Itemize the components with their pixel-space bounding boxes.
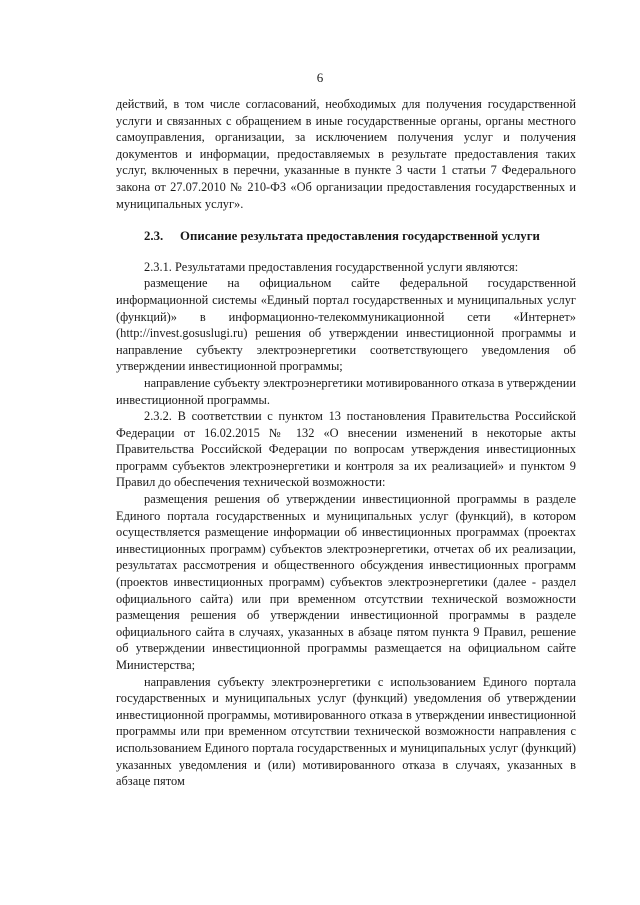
paragraph-notification-sending: направления субъекту электроэнергетики с использованием Единого портала государственных и муниципальных услуг (функций) уведомления об утверждении инвестиционной программы, мотивированного отказа в утверждении инвестиционной программы или при временном отсутствии технической возможности направления с использованием Единого портала государственных и муниципальных услуг (функций) указанных уведомления и (или) мотивированного отказа в случаях, указанных в абзаце пятом (116, 674, 576, 789)
paragraph-2-3-2: 2.3.2. В соответствии с пунктом 13 постановления Правительства Российской Федерации от 16.02.2015 № 132 «О внесении изменений в некоторые акты Правительства Российской Федерации по вопросам утверждения инвестиционных программ субъектов электроэнергетики и контроля за их реализацией» и пунктом 9 Правил до обеспечения технической возможности: (116, 409, 576, 490)
section-heading-number: 2.3. (144, 229, 164, 244)
paragraph-continuation: действий, в том числе согласований, необходимых для получения государственной услуги и связанных с обращением в иные государственные органы, органы местного самоуправления, организации, за исключением получения услуг и получения документов и информации, предоставляемых в результате предоставления таких услуг, включенных в перечни, указанные в пункте 3 части 1 статьи 7 Федерального закона от 27.07.2010 № 210-ФЗ «Об организации предоставления государственных и муниципальных услуг». (116, 97, 576, 211)
paragraph-result-placement: размещение на официальном сайте федеральной государственной информационной системы «Единый портал государственных и муниципальных услуг (функций)» в информационно-телекоммуникационной сети «Интернет» (http://invest.gosuslugi.ru) решения об утверждении инвестиционной программы и направление субъекту электроэнергетики соответствующего уведомления об утверждении инвестиционной программы; (116, 276, 576, 374)
page-number: 6 (316, 70, 324, 85)
section-heading (116, 228, 576, 245)
section-heading-text: Описание результата предоставления государственной услуги (180, 229, 540, 244)
paragraph-2-3-1: 2.3.1. Результатами предоставления государственной услуги являются: (144, 259, 519, 274)
document-body (116, 96, 576, 790)
paragraph-result-refusal: направление субъекту электроэнергетики мотивированного отказа в утверждении инвестиционной программы. (116, 375, 576, 407)
paragraph-decision-placement: размещения решения об утверждении инвестиционной программы в разделе Единого портала государственных и муниципальных услуг (функций), в котором осуществляется размещение информации об инвестиционных программах (проектах инвестиционных программ) субъектов электроэнергетики, отчетах об их реализации, результатах рассмотрения и общественного обсуждения инвестиционных программ (проектов инвестиционных программ) субъектов электроэнергетики (далее - раздел официального сайта) или при временном отсутствии технической возможности размещения решения об утверждении инвестиционной программы в разделе официального сайта в случаях, указанных в абзаце пятом пункта 9 Правил, решение об утверждении инвестиционной программы размещается на официальном сайте Министерства; (116, 492, 576, 672)
